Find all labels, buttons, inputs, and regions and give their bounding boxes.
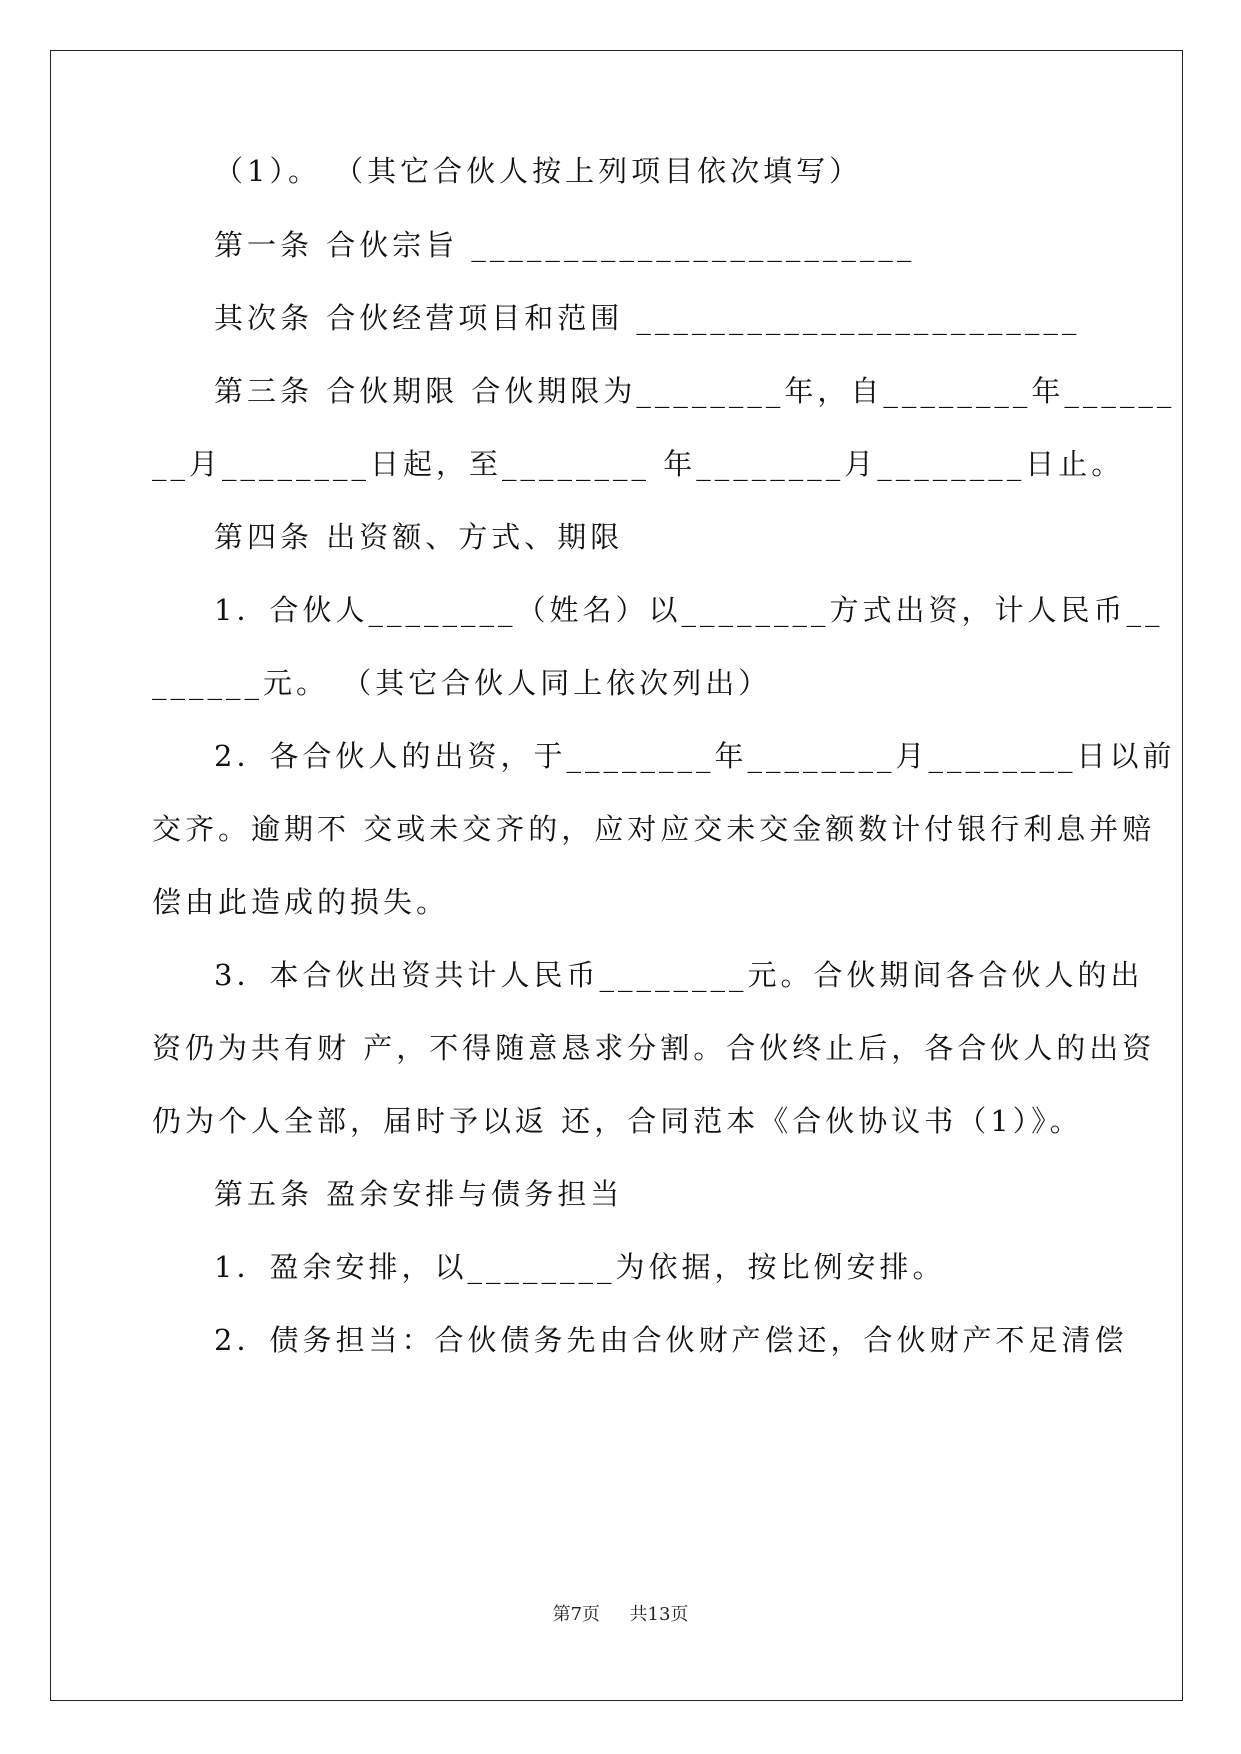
paragraph-line: 仍为个人全部，届时予以返 还，合同范本《合伙协议书（1）》。 (152, 1104, 1083, 1138)
paragraph-line: 交齐。逾期不 交或未交齐的，应对应交未交金额数计付银行利息并赔 (152, 812, 1156, 846)
paragraph-line: 第四条 出资额、方式、期限 (214, 520, 624, 554)
paragraph-line: 资仍为共有财 产，不得随意恳求分割。合伙终止后，各合伙人的出资 (152, 1031, 1156, 1065)
paragraph-line: （1）。 （其它合伙人按上列项目依次填写） (214, 154, 863, 188)
paragraph-line: ______元。 （其它合伙人同上依次列出） (152, 666, 772, 700)
paragraph-line: 2．债务担当：合伙债务先由合伙财产偿还，合伙财产不足清偿 (214, 1323, 1128, 1357)
paragraph-line: 第三条 合伙期限 合伙期限为________年，自________年______ (214, 374, 1176, 408)
page-footer (0, 1600, 1241, 1626)
page-total: 共13页 (629, 1604, 689, 1625)
paragraph-line: 3．本合伙出资共计人民币________元。合伙期间各合伙人的出 (214, 958, 1144, 992)
paragraph-line: __月________日起，至________ 年________月________日止。 (152, 447, 1125, 481)
paragraph-line: 1．合伙人________（姓名）以________方式出资，计人民币__ (214, 593, 1164, 627)
paragraph-line: 其次条 合伙经营项目和范围 ________________________ (214, 301, 1081, 335)
paragraph-line: 偿由此造成的损失。 (152, 885, 450, 919)
page-number: 第7页 (552, 1604, 601, 1625)
paragraph-line: 第一条 合伙宗旨 ________________________ (214, 228, 916, 262)
paragraph-line: 第五条 盈余安排与债务担当 (214, 1177, 624, 1211)
paragraph-line: 1．盈余安排，以________为依据，按比例安排。 (214, 1250, 946, 1284)
paragraph-line: 2．各合伙人的出资，于________年________月________日以前 (214, 739, 1176, 773)
